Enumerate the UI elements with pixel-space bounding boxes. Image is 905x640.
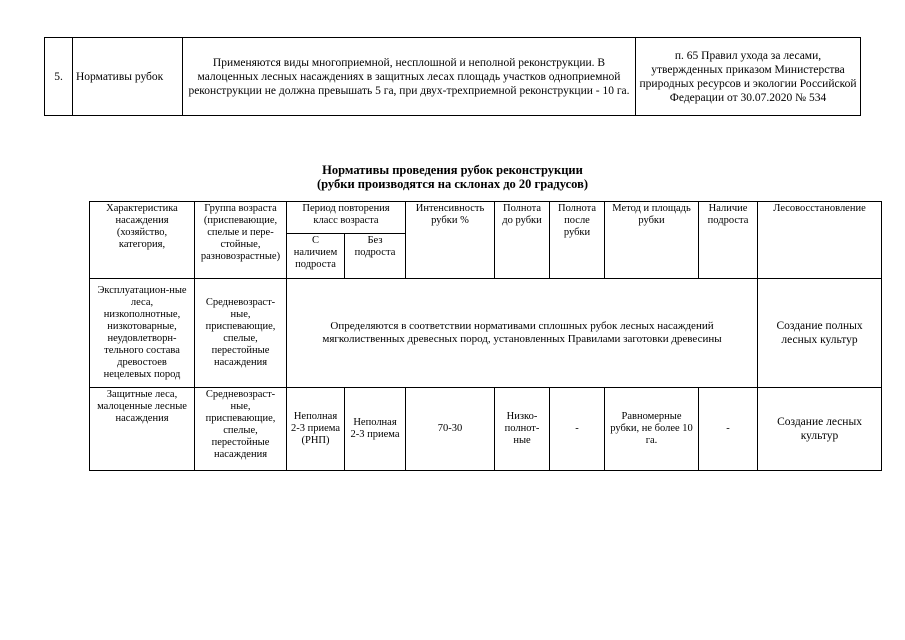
row-description: Применяются виды многоприемной, несплошной и неполной реконструкции. В малоценных лесных насаждениях в защитных лесах площадь участков одноприемной реконструкции не должна превышать 5 га, при двух-трехприемной реконструкции - 10 га.: [183, 38, 636, 116]
table-row: [90, 388, 882, 471]
row2-density-before: Низко-полнот-ные: [495, 388, 550, 471]
row2-undergrowth: -: [699, 388, 758, 471]
reconstruction-norms-table: [89, 201, 882, 471]
header-reforestation: Лесовосстановление: [758, 202, 882, 279]
header-age-group: Группа возраста (приспевающие, спелые и пере-стойные, разновозрастные): [195, 202, 287, 279]
row2-characteristic: Защитные леса, малоценные лесные насаждения: [90, 388, 195, 471]
row2-period-with: Неполная 2-3 приема (РНП): [287, 388, 345, 471]
row2-period-without: Неполная 2-3 приема: [345, 388, 406, 471]
header-undergrowth: Наличие подроста: [699, 202, 758, 279]
header-period-with: С наличием подроста: [287, 234, 345, 279]
section-title-line2: (рубки производятся на склонах до 20 градусов): [316, 177, 589, 191]
row1-age-group: Средневозраст-ные, приспевающие, спелые, перестойные насаждения: [195, 279, 287, 388]
header-density-before: Полнота до рубки: [495, 202, 550, 279]
section-title-line1: Нормативы проведения рубок реконструкции: [322, 163, 583, 177]
header-density-after: Полнота после рубки: [550, 202, 605, 279]
header-period-without: Без подроста: [345, 234, 406, 279]
row2-method: Равномерные рубки, не более 10 га.: [605, 388, 699, 471]
row1-characteristic: Эксплуатацион-ные леса, низкополнотные, низкотоварные, неудовлетворн-тельного состава древостоев нецелевых пород: [90, 279, 195, 388]
header-row: [90, 202, 882, 234]
row-name: Нормативы рубок: [73, 38, 183, 116]
row1-merged-text: Определяются в соответствии нормативами сплошных рубок лесных насаждений мягколиственных древесных пород, установленных Правилами заготовки древесины: [287, 279, 758, 388]
header-method: Метод и площадь рубки: [605, 202, 699, 279]
row1-reforestation: Создание полных лесных культур: [758, 279, 882, 388]
row-reference: п. 65 Правил ухода за лесами, утвержденных приказом Министерства природных ресурсов и экологии Российской Федерации от 30.07.2020 № 534: [636, 38, 861, 116]
header-characteristic: Характеристика насаждения (хозяйство, категория,: [90, 202, 195, 279]
table-row: [90, 279, 882, 388]
table-row: [45, 38, 861, 116]
row2-intensity: 70-30: [406, 388, 495, 471]
row-number: 5.: [45, 38, 73, 116]
header-period: Период повторения класс возраста: [287, 202, 406, 234]
row2-age-group: Средневозраст-ные, приспевающие, спелые, перестойные насаждения: [195, 388, 287, 471]
row2-density-after: -: [550, 388, 605, 471]
header-intensity: Интенсивность рубки %: [406, 202, 495, 279]
row2-reforestation: Создание лесных культур: [758, 388, 882, 471]
top-row-table: [44, 37, 861, 116]
